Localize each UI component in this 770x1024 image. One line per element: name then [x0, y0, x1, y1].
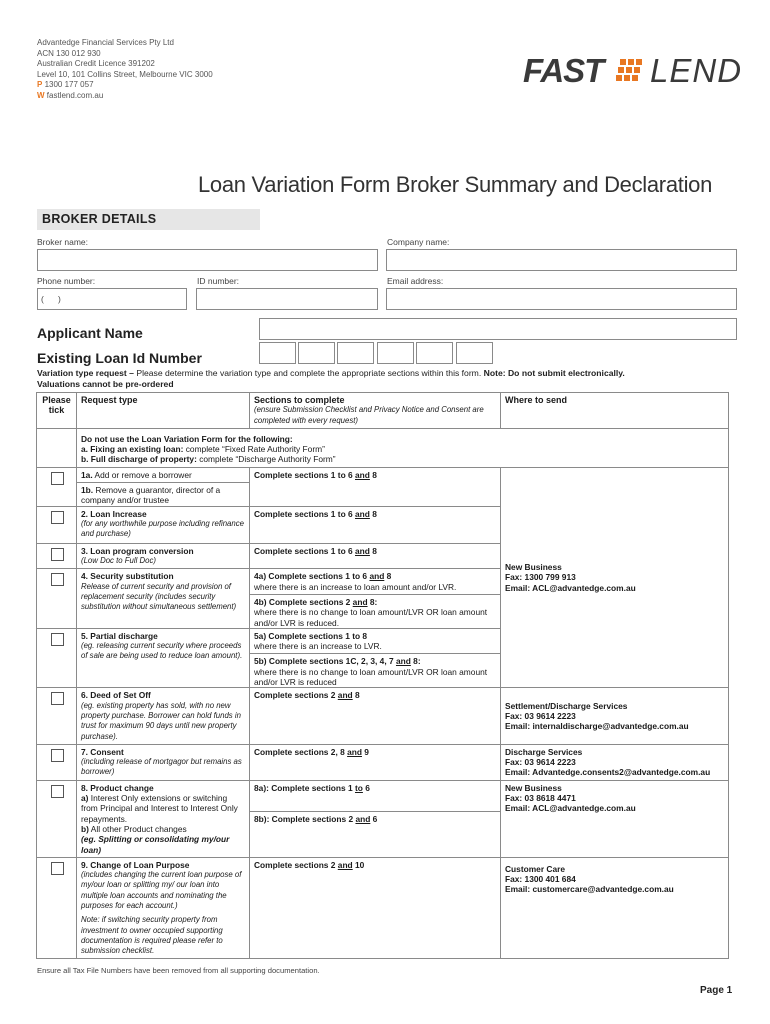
header-please-tick: Please tick	[37, 393, 77, 429]
request-4-checkbox[interactable]	[51, 573, 64, 586]
table-row: 8. Product change a) Interest Only extensions or switching from Principal and Interest to Interest Only repayments. b) All other Product changes (eg. Splitting or consolidating my/our loan) 8a): Complete sections 1 to 6 8b): Complete sections 2 and 6 New Business Fax: 03 8618 4471 Email: ACL@advantedge.com.au	[37, 780, 729, 857]
send-settlement-discharge: Settlement/Discharge Services Fax: 03 9614 2223 Email: internaldischarge@advantedge.com.au	[501, 688, 729, 744]
company-address: Level 10, 101 Collins Street, Melbourne VIC 3000	[37, 69, 213, 79]
logo-grid-icon	[618, 59, 646, 81]
applicant-name-field[interactable]	[259, 318, 737, 340]
company-acn: ACN 130 012 930	[37, 48, 101, 58]
loan-id-digit-6[interactable]	[456, 342, 493, 364]
request-3-checkbox[interactable]	[51, 548, 64, 561]
loan-id-digit-1[interactable]	[259, 342, 296, 364]
send-new-business: New Business Fax: 1300 799 913 Email: ACL@advantedge.com.au	[501, 467, 729, 687]
request-6-checkbox[interactable]	[51, 692, 64, 705]
company-name-field[interactable]	[386, 249, 737, 271]
id-number-label: ID number:	[197, 276, 240, 286]
phone-number-field[interactable]: ( )	[37, 288, 187, 310]
phone-number-label: Phone number:	[37, 276, 96, 286]
variation-instructions: Variation type request – Please determine the variation type and complete the appropriate sections within this form. Note: Do not submit electronically. Valuations cannot be pre-ordered	[37, 368, 625, 389]
fastlend-logo	[523, 52, 743, 90]
variation-table	[36, 392, 729, 959]
send-discharge-services: Discharge Services Fax: 03 9614 2223 Email: Advantedge.consents2@advantedge.com.au	[501, 744, 729, 780]
table-row: 9. Change of Loan Purpose (includes changing the current loan purpose of my/our loan or splitting my/ our loan into multiple loan accounts and nominating the purposes for each account.) Note: if switching security property from investment to owner occupied supporting documentation is required please refer to submission checklist. Complete sections 2 and 10 Customer Care Fax: 1300 401 684 Email: customercare@advantedge.com.au	[37, 857, 729, 959]
page-title: Loan Variation Form Broker Summary and Declaration	[198, 172, 713, 197]
request-9-checkbox[interactable]	[51, 862, 64, 875]
broker-details-heading: BROKER DETAILS	[37, 209, 260, 230]
email-address-label: Email address:	[387, 276, 444, 286]
broker-name-label: Broker name:	[37, 237, 89, 247]
email-address-field[interactable]	[386, 288, 737, 310]
id-number-field[interactable]	[196, 288, 378, 310]
loan-id-digit-3[interactable]	[337, 342, 374, 364]
broker-name-field[interactable]	[37, 249, 378, 271]
send-new-business-2: New Business Fax: 03 8618 4471 Email: ACL@advantedge.com.au	[501, 780, 729, 857]
table-row: 1a. Add or remove a borrower 1b. Remove a guarantor, director of a company and/or trustee Complete sections 1 to 6 and 8 New Business Fax: 1300 799 913 Email: ACL@advantedge.com.au	[37, 467, 729, 506]
logo-lend-text: LEND	[650, 52, 743, 89]
company-header	[37, 38, 213, 102]
request-7-checkbox[interactable]	[51, 749, 64, 762]
existing-loan-label: Existing Loan Id Number	[37, 350, 202, 366]
table-row: 3. Loan program conversion (Low Doc to Full Doc) Complete sections 1 to 6 and 8	[37, 543, 729, 569]
company-name: Advantedge Financial Services Pty Ltd	[37, 38, 174, 47]
company-licence: Australian Credit Licence 391202	[37, 59, 155, 69]
table-row: 6. Deed of Set Off (eg. existing property has sold, with no new property purchase. Borrower can hold funds in trust for maximum 90 days until new property purchase). Complete sections 2 and 8 Settlement/Discharge Services Fax: 03 9614 2223 Email: internaldischarge@advantedge.com.au	[37, 688, 729, 744]
table-row: 2. Loan Increase (for any worthwhile purpose including refinance and purchase) Complete sections 1 to 6 and 8	[37, 506, 729, 543]
table-header-row	[37, 393, 729, 429]
page-number: Page 1	[700, 985, 733, 996]
company-name-label: Company name:	[387, 237, 450, 247]
loan-id-digit-2[interactable]	[298, 342, 335, 364]
table-row: 7. Consent (including release of mortgagor but remains as borrower) Complete sections 2, 8 and 9 Discharge Services Fax: 03 9614 2223 Email: Advantedge.consents2@advantedge.com.au	[37, 744, 729, 780]
loan-id-digit-5[interactable]	[416, 342, 453, 364]
table-row: 5. Partial discharge (eg. releasing current security where proceeds of sale are being used to reduce loan amount). 5a) Complete sections 1 to 8 where there is an increase to LVR. 5b) Complete sections 1C, 2, 3, 4, 7 and 8: where there is no change to loan amount/LVR OR loan amount and/or LVR is reduced	[37, 628, 729, 687]
header-sections: Sections to complete (ensure Submission Checklist and Privacy Notice and Consent are completed with every request)	[250, 393, 501, 429]
applicant-name-label: Applicant Name	[37, 325, 143, 341]
table-row: 4. Security substitution Release of current security and provision of replacement security (includes security substitution without simultaneous settlement) 4a) Complete sections 1 to 6 and 8 where there is an increase to loan amount and/or LVR. 4b) Complete sections 2 and 8: where there is no change to loan amount/LVR OR loan amount and/or LVR is reduced.	[37, 569, 729, 628]
company-phone: P 1300 177 057	[37, 80, 94, 90]
request-5-checkbox[interactable]	[51, 633, 64, 646]
request-2-checkbox[interactable]	[51, 511, 64, 524]
request-1-checkbox[interactable]	[51, 472, 64, 485]
logo-fast-text: FAST	[523, 52, 604, 89]
send-customer-care: Customer Care Fax: 1300 401 684 Email: customercare@advantedge.com.au	[501, 857, 729, 959]
table-row-intro: Do not use the Loan Variation Form for the following: a. Fixing an existing loan: complete “Fixed Rate Authority Form” b. Full discharge of property: complete “Discharge Authority Form”	[37, 428, 729, 467]
request-8-checkbox[interactable]	[51, 785, 64, 798]
company-web: W fastlend.com.au	[37, 90, 104, 100]
header-request-type: Request type	[77, 393, 250, 429]
header-where-to-send: Where to send	[501, 393, 729, 429]
loan-id-digit-4[interactable]	[377, 342, 414, 364]
footer-note: Ensure all Tax File Numbers have been removed from all supporting documentation.	[37, 966, 320, 975]
